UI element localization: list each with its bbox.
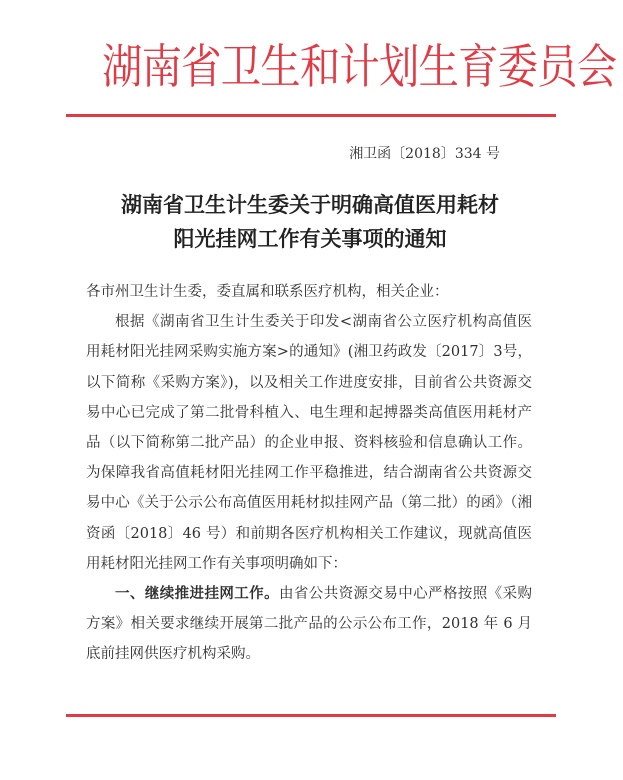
footer-red-rule bbox=[66, 714, 556, 717]
title-line-1: 湖南省卫生计生委关于明确高值医用耗材 bbox=[121, 193, 499, 217]
letterhead: 湖南省卫生和计划生育委员会 bbox=[102, 40, 617, 95]
section-1-text: 由省公共资源交易中心严格按照《采购方案》相关要求继续开展第二批产品的公示公布工作，2018 年 6 月底前挂网供医疗机构采购。 bbox=[86, 586, 533, 663]
section-1 bbox=[86, 579, 532, 670]
document-number: 湘卫函〔2018〕334 号 bbox=[349, 146, 500, 162]
paragraph-1: 根据《湖南省卫生计生委关于印发<湖南省公立医疗机构高值医用耗材阳光挂网采购实施方案>的通知》(湘卫药政发〔2017〕3号，以下简称《采购方案》)，以及相关工作进度安排，目前省公共资源交易中心已完成了第二批骨科植入、电生理和起搏器类高值医用耗材产品（以下简称第二批产品）的企业申报、资料核验和信息确认工作。为保障我省高值耗材阳光挂网工作平稳推进，结合湖南省公共资源交易中心《关于公示公布高值医用耗材拟挂网产品（第二批）的函》（湘资函〔2018〕46 号）和前期各医疗机构相关工作建议，现就高值医用耗材阳光挂网工作有关事项明确如下： bbox=[86, 314, 532, 572]
section-1-heading: 一、继续推进挂网工作。 bbox=[115, 586, 279, 603]
document-body bbox=[86, 277, 532, 670]
title-line-2: 阳光挂网工作有关事项的通知 bbox=[173, 227, 447, 251]
document-title bbox=[60, 188, 560, 256]
letterhead-red-rule bbox=[66, 114, 556, 117]
salutation: 各市州卫生计生委，委直属和联系医疗机构，相关企业： bbox=[86, 284, 449, 300]
